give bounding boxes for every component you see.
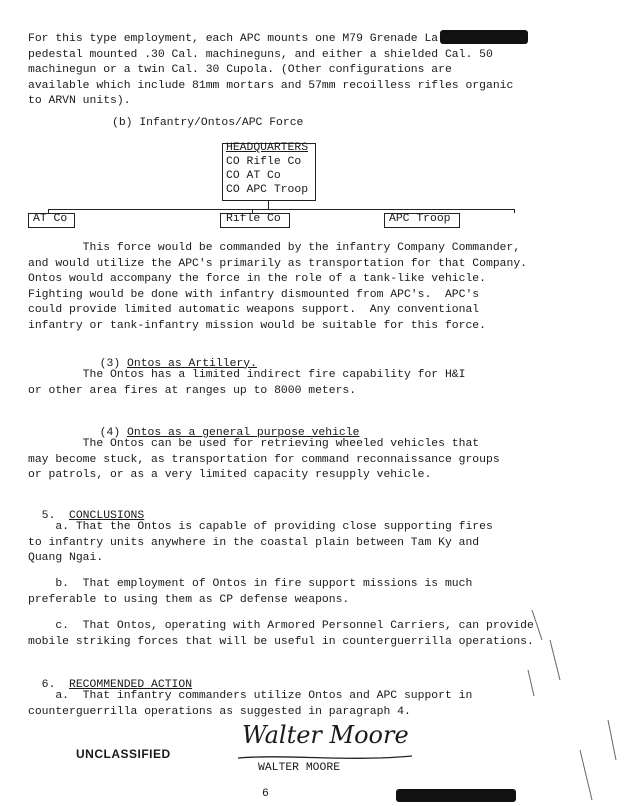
signer-name: WALTER MOORE <box>258 762 341 774</box>
signature: Walter Moore <box>242 721 409 749</box>
force-line: Fighting would be done with infantry dismounted from APC's. APC's <box>28 288 480 301</box>
page-number: 6 <box>262 788 269 800</box>
item3-paragraph <box>28 368 465 399</box>
conclusion-a <box>28 520 493 567</box>
branch-tick-right <box>514 209 515 213</box>
conclusion-b-line: preferable to using them as CP defense weapons. <box>28 593 350 606</box>
margin-scan-marks <box>520 600 624 806</box>
item4-line: or patrols, or as a very limited capacity resupply vehicle. <box>28 469 432 482</box>
intro-line: available which include 81mm mortars and 57mm recoilless rifles organic <box>28 79 514 92</box>
conclusion-c-line: mobile striking forces that will be useful in counterguerrilla operations. <box>28 635 534 648</box>
hq-connector <box>268 201 269 209</box>
recommendation-a <box>28 689 472 720</box>
item4-paragraph <box>28 437 500 484</box>
redaction-mark <box>396 789 516 802</box>
conclusion-a-line: Quang Ngai. <box>28 552 104 565</box>
force-paragraph <box>28 241 527 335</box>
section6-number: 6. <box>41 678 56 691</box>
org-chart-branch-line <box>48 209 514 210</box>
recommendation-a-line: counterguerrilla operations as suggested in paragraph 4. <box>28 705 411 718</box>
hq-item: CO APC Troop <box>226 184 309 196</box>
unit-box-rifle-co <box>220 213 290 228</box>
hq-item: CO Rifle Co <box>226 156 302 168</box>
item4-number: (4) <box>99 426 121 439</box>
item3-number: (3) <box>99 357 121 370</box>
unit-label: AT Co <box>33 213 68 225</box>
conclusion-c <box>28 619 534 650</box>
item3-line: or other area fires at ranges up to 8000 meters. <box>28 384 357 397</box>
section6-title: RECOMMENDED ACTION <box>69 678 193 691</box>
force-line: This force would be commanded by the infantry Company Commander, <box>28 242 521 254</box>
intro-line: to ARVN units). <box>28 95 131 108</box>
classification-marking: UNCLASSIFIED <box>76 747 171 761</box>
intro-line: machinegun or a twin Cal. 30 Cupola. (Other configurations are <box>28 64 452 77</box>
redaction-mark <box>440 30 528 44</box>
recommendation-a-line: a. That infantry commanders utilize Ontos and APC support in <box>28 690 473 702</box>
conclusion-c-line: c. That Ontos, operating with Armored Personnel Carriers, can provide <box>28 620 534 632</box>
item3-line: The Ontos has a limited indirect fire capability for H&I <box>28 369 466 381</box>
intro-line: pedestal mounted .30 Cal. machineguns, and either a shielded Cal. 50 <box>28 48 493 61</box>
item4-line: The Ontos can be used for retrieving wheeled vehicles that <box>28 438 480 450</box>
unit-label: APC Troop <box>389 213 451 225</box>
force-line: could provide limited automatic weapons support. Any conventional <box>28 304 480 317</box>
item4-line: may become stuck, as transportation for command reconnaissance groups <box>28 453 500 466</box>
unit-label: Rifle Co <box>226 213 281 225</box>
section5-number: 5. <box>41 509 56 522</box>
hq-item: CO AT Co <box>226 170 281 182</box>
conclusion-a-line: to infantry units anywhere in the coastal plain between Tam Ky and <box>28 536 480 549</box>
force-line: and would utilize the APC's primarily as transportation for that Company. <box>28 257 527 270</box>
section-b-heading: (b) Infantry/Ontos/APC Force <box>112 117 304 129</box>
conclusion-b <box>28 577 472 608</box>
force-line: Ontos would accompany the force in the role of a tank-like vehicle. <box>28 273 486 286</box>
item4-title: Ontos as a general purpose vehicle <box>127 426 360 439</box>
intro-line: For this type employment, each APC mounts one M79 Grenade La <box>28 33 439 45</box>
intro-paragraph <box>28 32 513 110</box>
section5-title: CONCLUSIONS <box>69 509 145 522</box>
conclusion-a-line: a. That the Ontos is capable of providing close supporting fires <box>28 521 493 533</box>
force-line: infantry or tank-infantry mission would be suitable for this force. <box>28 319 486 332</box>
hq-box <box>222 143 316 201</box>
conclusion-b-line: b. That employment of Ontos in fire support missions is much <box>28 578 473 590</box>
hq-title: HEADQUARTERS <box>226 142 309 154</box>
unit-box-apc-troop <box>384 213 460 228</box>
item3-title: Ontos as Artillery. <box>127 357 257 370</box>
unit-box-at-co <box>28 213 75 228</box>
